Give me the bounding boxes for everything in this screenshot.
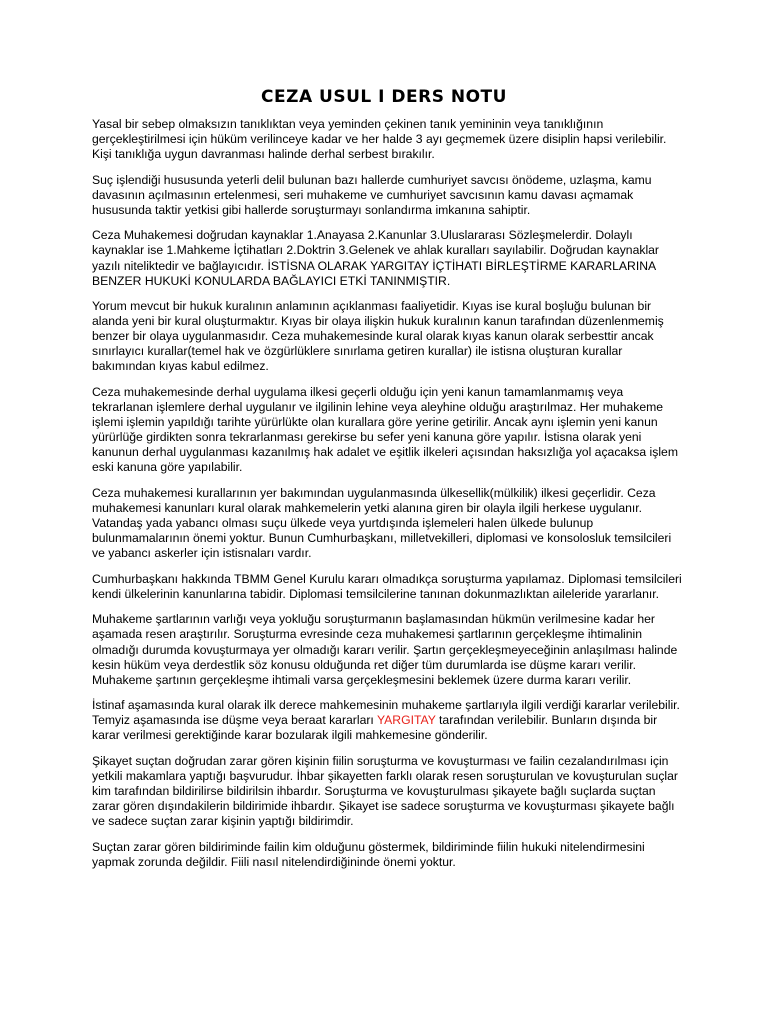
paragraph-istinaf	[92, 698, 682, 743]
paragraph-derhal-uygulama: Ceza muhakemesinde derhal uygulama ilkesi geçerli olduğu için yeni kanun tamamlanmamış veya tekrarlanan işlemlere derhal uygulanır ve ilgilinin lehine veya aleyhine olduğu araştırılmaz. Her muhakeme işlemi işlemin yapıldığı tarihte yürürlükte olan kurallara göre yerine getirilir. Ancak aynı işlemin yeni kanun yürürlüğe girdikten sonra tekrarlanması gerekirse bu sefer yeni kanuna göre yapılır. İstisna olarak yeni kanunun derhal uygulanması kazanılmış hak adalet ve eşitlik ilkeleri açısından haksızlığa yol açacaksa işlem eski kanuna göre yapılabilir.	[92, 384, 678, 475]
istinaf-text-after: tarafından verilebilir. Bunların dışında bir karar verilmesi gerektiğinde karar bozularak ilgili mahkemesine gönderilir.	[92, 713, 658, 743]
yargitay-highlight: YARGITAY	[376, 713, 436, 728]
istinaf-text-before: İstinaf aşamasında kural olarak ilk derece mahkemesinin muhakeme şartlarıyla ilgili verdiği kararlar verilebilir. Temyiz aşamasında ise düşme veya beraat kararları	[92, 698, 680, 728]
page-title: CEZA USUL I DERS NOTU	[261, 87, 507, 107]
paragraph-savci: Suç işlendiği hususunda yeterli delil bulunan bazı hallerde cumhuriyet savcısı önödeme, uzlaşma, kamu davasının açılmasının ertelenmesi, seri muhakeme ve cumhuriyet savcısının kamu davası açmamak hususunda taktir yetkisi gibi hallerde soruşturmayı sonlandırma imkanına sahiptir.	[92, 172, 652, 217]
paragraph-kaynaklar: Ceza Muhakemesi doğrudan kaynaklar 1.Anayasa 2.Kanunlar 3.Uluslararası Sözleşmelerdir. Dolaylı kaynaklar ise 1.Mahkeme İçtihatları 2.Doktrin 3.Gelenek ve ahlak kuralları sayılabilir. Doğrudan kaynaklar yazılı niteliktedir ve bağlayıcıdır. İSTİSNA OLARAK YARGITAY İÇTİHATI BİRLEŞTİRME KARARLARINA BENZER HUKUKİ KONULARDA BAĞLAYICI ETKİ TANINMIŞTIR.	[92, 228, 659, 288]
paragraph-ulkesellik: Ceza muhakemesi kurallarının yer bakımından uygulanmasında ülkesellik(mülkilik) ilkesi geçerlidir. Ceza muhakemesi kanunları kural olarak mahkemelerin yetki alanına giren bir olayla ilgili herkese uygulanır. Vatandaş yada yabancı olması suçu ülkede veya yurtdışında işlemeleri halen ülkede bulunup bulunmamalarının önemi yoktur. Bunun Cumhurbaşkanı, milletvekilleri, diplomasi ve konsolosluk temsilcileri ve yabancı askerler için istisnaları vardır.	[92, 485, 672, 561]
paragraph-sikayet: Şikayet suçtan doğrudan zarar gören kişinin fiilin soruşturma ve kovuşturması ve failin cezalandırılması için yetkili makamlara yaptığı başvurudur. İhbar şikayetten farklı olarak resen soruşturulan ve kovuşturulan suçlar kim tarafından bildirilirse bildirilsin ihbardır. Soruşturma ve kovuşturulması şikayete bağlı suçlarda suçtan zarar gören dışındakilerin bildirimide ihbardır. Şikayet ise sadece soruşturma ve kovuşturması şikayete bağlı ve sadece suçtan zarar kişinin yaptığı bildirimdir.	[92, 753, 678, 829]
paragraph-tanik: Yasal bir sebep olmaksızın tanıklıktan veya yeminden çekinen tanık yemininin veya tanıklığının gerçekleştirilmesi için hüküm verilinceye kadar ve her halde 3 ayı geçmemek üzere disiplin hapsi verilebilir. Kişi tanıklığa uygun davranması halinde derhal serbest bırakılır.	[92, 117, 667, 162]
document-body	[92, 117, 682, 880]
paragraph-yorum-kiyas: Yorum mevcut bir hukuk kuralının anlamının açıklanması faaliyetidir. Kıyas ise kural boşluğu bulunan bir alanda yeni bir kural oluşturmaktır. Kıyas bir olaya ilişkin hukuk kuralının kanun tarafından düzenlenmemiş benzer bir olaya uygulanmasıdır. Ceza muhakemesinde kural olarak kıyas kanun olarak serbesttir ancak sınırlayıcı kurallar(temel hak ve özgürlüklere sınırlama getiren kurallar) ile istisna oluşturan kurallar bakımından kıyas kabul edilmez.	[92, 299, 664, 374]
paragraph-muhakeme-sartlari: Muhakeme şartlarının varlığı veya yokluğu soruşturmanın başlamasından hükmün verilmesine kadar her aşamada resen araştırılır. Soruşturma evresinde ceza muhakemesi şartlarının gerçekleşme ihtimalinin olmadığı durumda kovuşturmaya yer olmadığı kararı verilir. Şartın gerçekleşmeyeceğinin anlaşılması halinde kesin hüküm veya derdestlik söz konusu olduğunda ret diğer tüm durumlarda ise düşme kararı verilir. Muhakeme şartının gerçekleşme ihtimali varsa gerçekleşmesini beklemek üzere durma kararı verilir.	[92, 612, 678, 687]
paragraph-bildirim: Suçtan zarar gören bildiriminde failin kim olduğunu göstermek, bildiriminde fiilin hukuki nitelendirmesini yapmak zorunda değildir. Fiili nasıl nitelendirdiğininde önemi yoktur.	[92, 839, 645, 869]
paragraph-cumhurbaskani: Cumhurbaşkanı hakkında TBMM Genel Kurulu kararı olmadıkça soruşturma yapılamaz. Diplomasi temsilcileri kendi ülkelerinin kanunlarına tabidir. Diplomasi temsilcilerine tanınan dokunmazlıktan aileleride yararlanır.	[92, 571, 682, 601]
